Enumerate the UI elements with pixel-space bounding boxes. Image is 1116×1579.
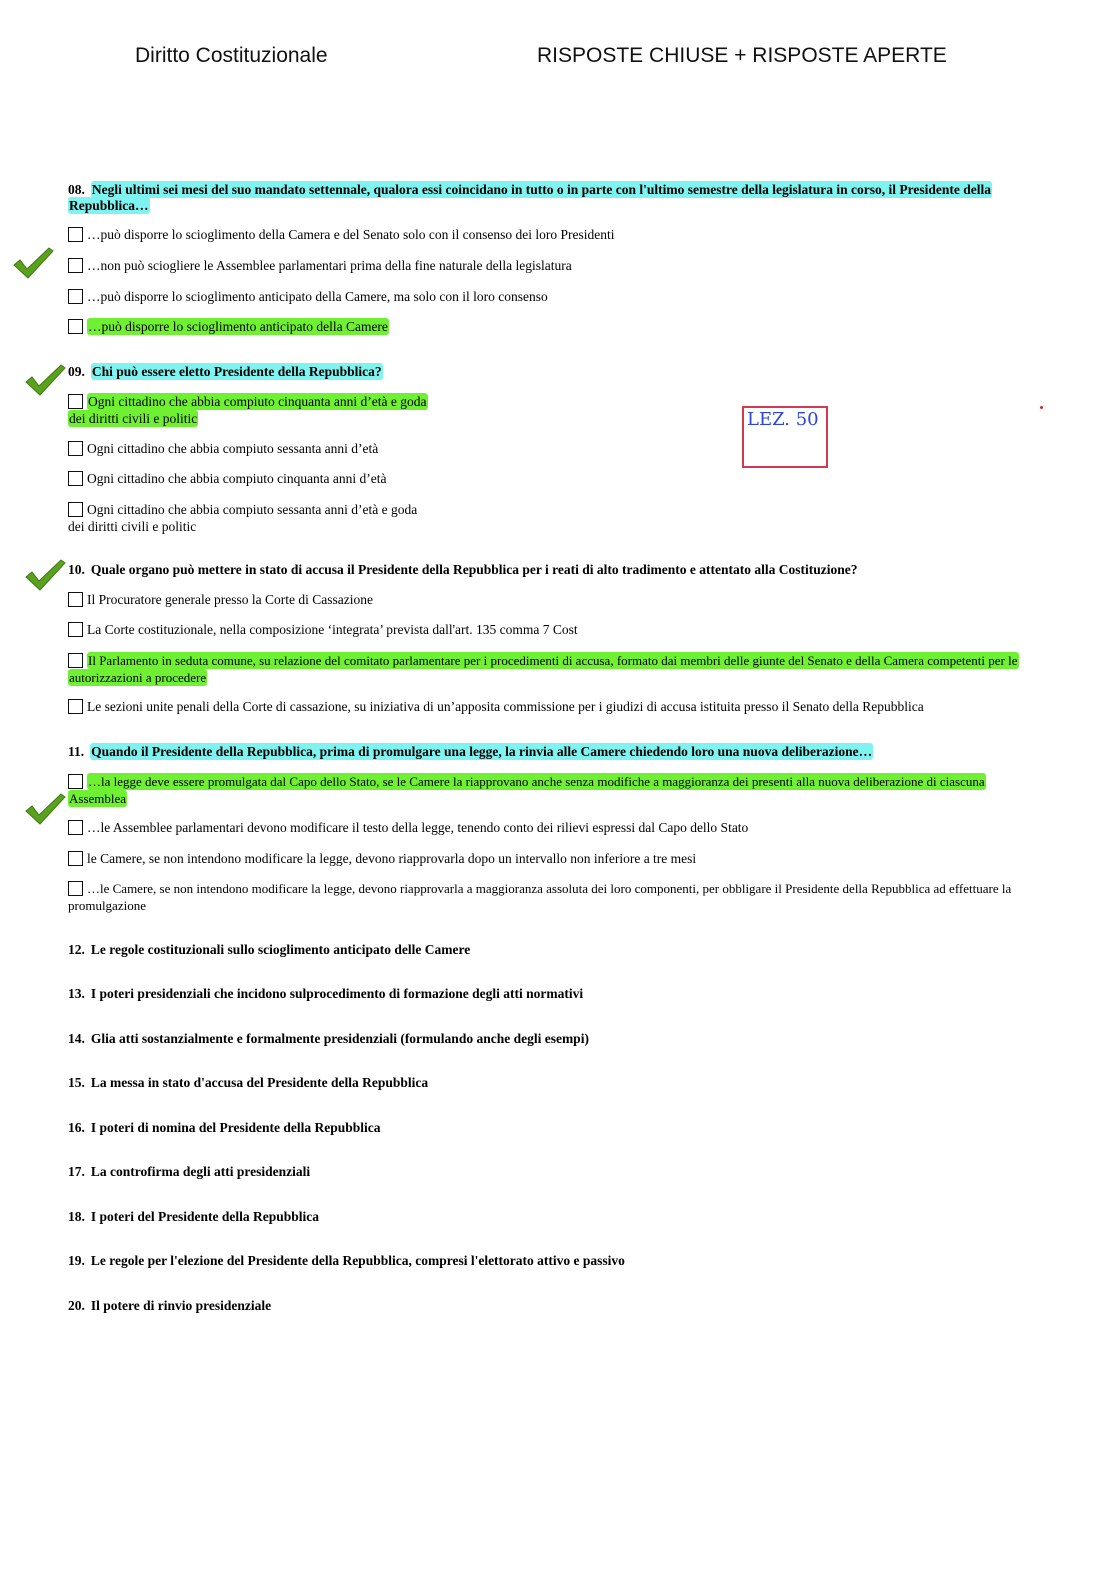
open-question-15 [68, 1075, 428, 1091]
option-11-d[interactable] [68, 880, 1023, 914]
checkmark-icon [24, 362, 66, 398]
document-title: RISPOSTE CHIUSE + RISPOSTE APERTE [537, 44, 947, 67]
checkbox[interactable] [68, 258, 83, 273]
option-11-b[interactable] [68, 819, 748, 836]
option-08-d[interactable] [68, 318, 389, 335]
annotation-dot [1040, 406, 1043, 409]
option-text: Il Procuratore generale presso la Corte di Cassazione [87, 592, 374, 607]
lesson-label: LEZ. 50 [747, 409, 819, 430]
question-text: I poteri del Presidente della Repubblica [90, 1209, 319, 1224]
option-09-b[interactable] [68, 440, 378, 457]
option-text: …può disporre lo scioglimento anticipato della Camere [88, 319, 388, 334]
question-text: Negli ultimi sei mesi del suo mandato settennale, qualora essi coincidano in tutto o in parte con l'ultimo semestre della legislatura in corso, il Presidente della Repubblica… [69, 182, 991, 213]
question-number: 15. [68, 1075, 85, 1090]
checkbox[interactable] [68, 622, 83, 637]
checkbox[interactable] [68, 319, 83, 334]
checkmark-icon [12, 245, 54, 281]
option-text: Le sezioni unite penali della Corte di cassazione, su iniziativa di un’apposita commissione per i giudizi di accusa istituita presso il Senato della Repubblica [87, 699, 924, 714]
open-question-18 [68, 1209, 319, 1225]
option-text: Ogni cittadino che abbia compiuto cinquanta anni d’età [87, 471, 387, 486]
question-11 [68, 744, 873, 760]
open-question-14 [68, 1031, 589, 1047]
checkbox[interactable] [68, 592, 83, 607]
option-08-b[interactable] [68, 257, 572, 274]
option-text: …la legge deve essere promulgata dal Capo dello Stato, se le Camere la riapprovano anche senza modifiche a maggioranza dei presenti alla nuova deliberazione di ciascuna Assemblea [69, 774, 985, 806]
question-number: 18. [68, 1209, 85, 1224]
question-number: 09. [68, 364, 85, 379]
checkbox[interactable] [68, 394, 83, 409]
open-question-17 [68, 1164, 310, 1180]
question-text: La controfirma degli atti presidenziali [90, 1164, 311, 1179]
option-11-c[interactable] [68, 850, 696, 867]
question-number: 11. [68, 744, 85, 759]
document-subject: Diritto Costituzionale [135, 44, 328, 67]
option-09-d[interactable] [68, 501, 428, 535]
option-text: Il Parlamento in seduta comune, su relazione del comitato parlamentare per i procedimenti di accusa, formato dai membri delle giunte del Senato e della Camera competenti per le autorizzazioni a procedere [69, 653, 1018, 685]
option-09-a[interactable] [68, 393, 428, 427]
question-text: Quale organo può mettere in stato di accusa il Presidente della Repubblica per i reati di alto tradimento e attentato alla Costituzione? [90, 562, 858, 577]
question-number: 10. [68, 562, 85, 577]
option-text: …le Assemblee parlamentari devono modificare il testo della legge, tenendo conto dei rilievi espressi dal Capo dello Stato [87, 820, 749, 835]
question-number: 12. [68, 942, 85, 957]
question-08 [68, 182, 1040, 214]
lesson-annotation-box [742, 406, 828, 468]
question-text: Glia atti sostanzialmente e formalmente presidenziali (formulando anche degli esempi) [90, 1031, 589, 1046]
question-text: I poteri di nomina del Presidente della Repubblica [90, 1120, 381, 1135]
question-text: Il potere di rinvio presidenziale [90, 1298, 272, 1313]
option-text: Ogni cittadino che abbia compiuto sessanta anni d’età [87, 441, 379, 456]
open-question-16 [68, 1120, 381, 1136]
option-text: …le Camere, se non intendono modificare la legge, devono riapprovarla a maggioranza assoluta dei loro componenti, per obbligare il Presidente della Repubblica ad effettuare la promulgazione [68, 881, 1012, 913]
checkbox[interactable] [68, 502, 83, 517]
option-10-c[interactable] [68, 652, 1028, 686]
option-text: …può disporre lo scioglimento della Camera e del Senato solo con il consenso dei loro Presidenti [87, 227, 615, 242]
question-text: Le regole costituzionali sullo scioglimento anticipato delle Camere [90, 942, 471, 957]
question-text: Le regole per l'elezione del Presidente della Repubblica, compresi l'elettorato attivo e passivo [90, 1253, 625, 1268]
question-number: 20. [68, 1298, 85, 1313]
checkbox[interactable] [68, 699, 83, 714]
checkbox[interactable] [68, 441, 83, 456]
question-09 [68, 364, 383, 380]
checkbox[interactable] [68, 289, 83, 304]
open-question-19 [68, 1253, 625, 1269]
option-text: …non può sciogliere le Assemblee parlamentari prima della fine naturale della legislatura [87, 258, 572, 273]
question-text: Chi può essere eletto Presidente della Repubblica? [91, 364, 382, 379]
question-10 [68, 562, 857, 578]
checkmark-icon [24, 557, 66, 593]
question-text: Quando il Presidente della Repubblica, prima di promulgare una legge, la rinvia alle Camere chiedendo loro una nuova deliberazione… [91, 744, 873, 759]
question-number: 08. [68, 182, 85, 197]
question-number: 16. [68, 1120, 85, 1135]
option-10-b[interactable] [68, 621, 578, 638]
option-text: La Corte costituzionale, nella composizione ‘integrata’ prevista dall'art. 135 comma 7 Cost [87, 622, 578, 637]
option-08-c[interactable] [68, 288, 548, 305]
option-10-a[interactable] [68, 591, 373, 608]
option-11-a[interactable] [68, 773, 1043, 807]
open-question-20 [68, 1298, 271, 1314]
checkbox[interactable] [68, 820, 83, 835]
checkbox[interactable] [68, 851, 83, 866]
question-number: 17. [68, 1164, 85, 1179]
open-question-13 [68, 986, 583, 1002]
checkmark-icon [24, 791, 66, 827]
checkbox[interactable] [68, 881, 83, 896]
checkbox[interactable] [68, 653, 83, 668]
question-text: I poteri presidenziali che incidono sulprocedimento di formazione degli atti normativi [90, 986, 584, 1001]
checkbox[interactable] [68, 774, 83, 789]
question-number: 13. [68, 986, 85, 1001]
option-text: …può disporre lo scioglimento anticipato della Camere, ma solo con il loro consenso [87, 289, 548, 304]
open-question-12 [68, 942, 470, 958]
question-text: La messa in stato d'accusa del Presidente della Repubblica [90, 1075, 429, 1090]
checkbox[interactable] [68, 227, 83, 242]
option-10-d[interactable] [68, 698, 924, 715]
option-text: Ogni cittadino che abbia compiuto sessanta anni d’età e goda dei diritti civili e politic [68, 502, 418, 534]
option-08-a[interactable] [68, 226, 615, 243]
checkbox[interactable] [68, 471, 83, 486]
question-number: 14. [68, 1031, 85, 1046]
option-text: le Camere, se non intendono modificare la legge, devono riapprovarla dopo un intervallo non inferiore a tre mesi [87, 851, 697, 866]
option-09-c[interactable] [68, 470, 387, 487]
option-text: Ogni cittadino che abbia compiuto cinquanta anni d’età e goda dei diritti civili e politic [69, 394, 427, 426]
question-number: 19. [68, 1253, 85, 1268]
